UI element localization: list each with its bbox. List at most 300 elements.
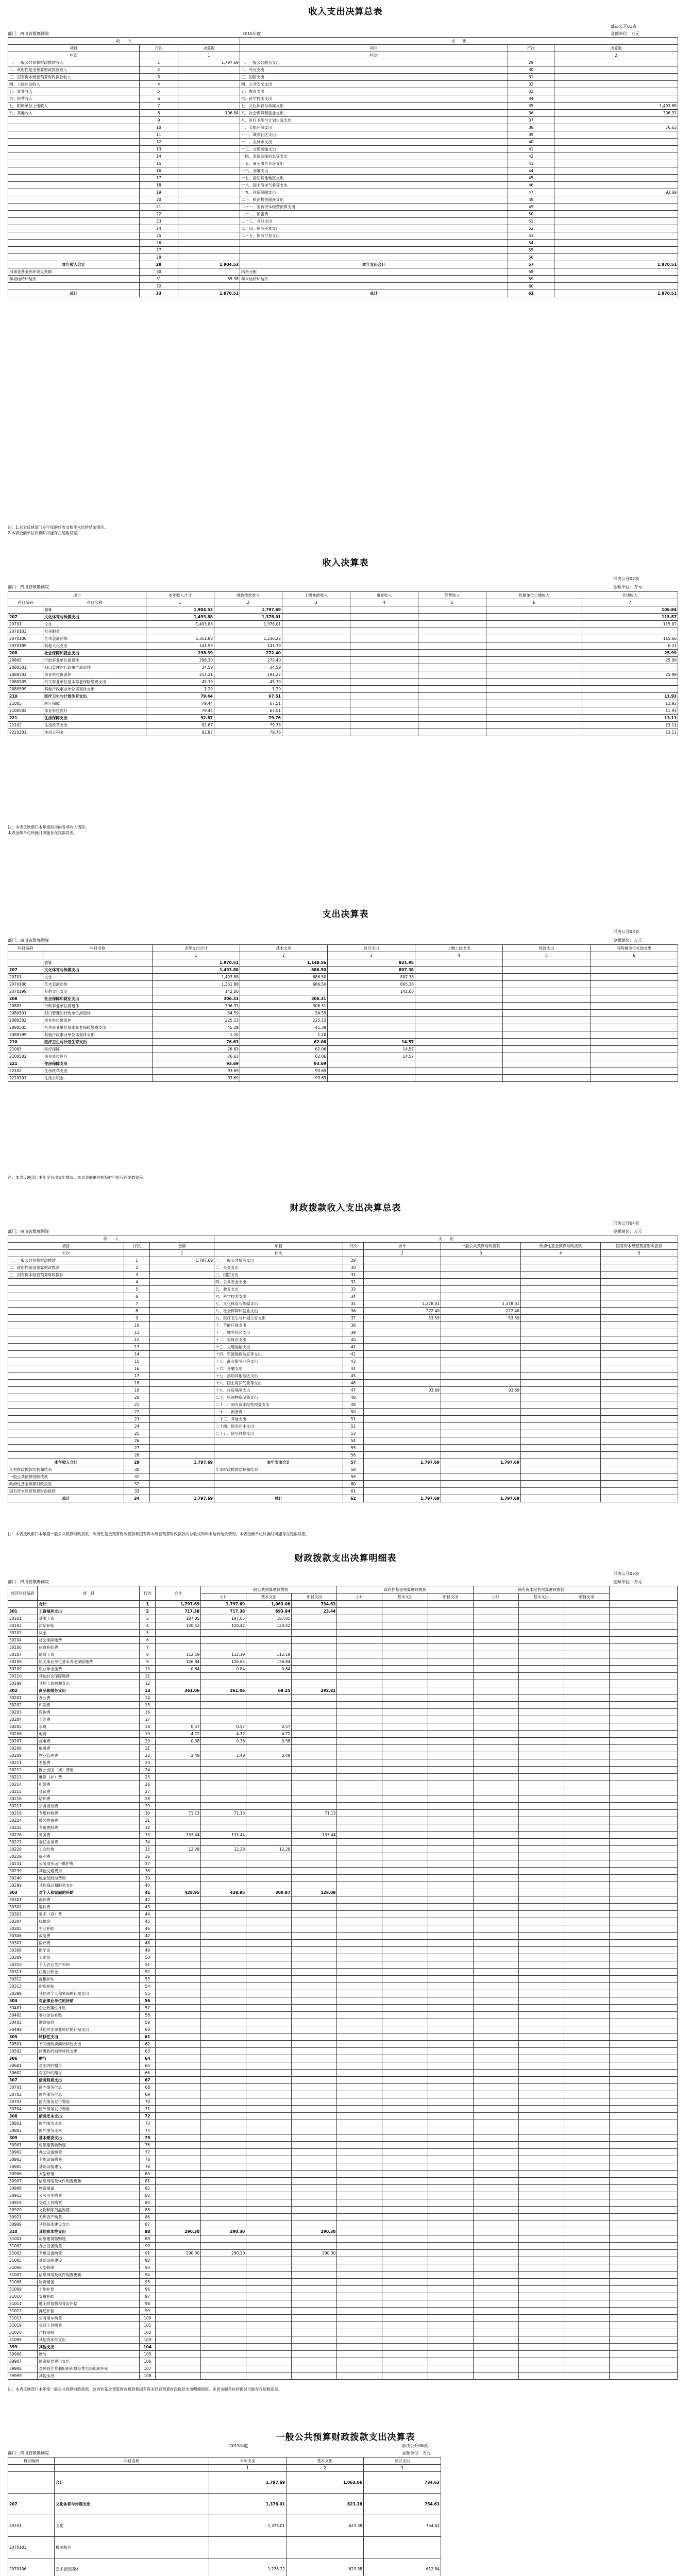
header-cell: 科目编码 bbox=[8, 599, 43, 606]
table-cell bbox=[286, 2537, 364, 2558]
table-row bbox=[8, 2300, 678, 2308]
table-cell bbox=[518, 2250, 564, 2257]
table-cell bbox=[428, 1723, 473, 1731]
section-title: 一般公共预算财政拨款支出决算表 bbox=[276, 2432, 415, 2443]
table-cell: 30240 bbox=[8, 1875, 38, 1882]
table-cell bbox=[473, 1774, 518, 1781]
table-cell bbox=[415, 981, 503, 988]
table-cell: 32 bbox=[140, 283, 178, 290]
table-cell bbox=[564, 2163, 609, 2171]
table-cell bbox=[156, 1875, 201, 1882]
table-cell bbox=[428, 2026, 473, 2033]
table-cell bbox=[240, 283, 508, 290]
table-cell: 7 bbox=[140, 103, 178, 110]
table-row bbox=[8, 1651, 678, 1658]
table-cell bbox=[609, 1860, 677, 1868]
table-cell bbox=[8, 1308, 124, 1315]
table-cell bbox=[246, 1933, 292, 1940]
table-cell bbox=[518, 1723, 564, 1731]
table-cell bbox=[521, 1372, 601, 1380]
table-cell bbox=[473, 2243, 518, 2250]
table-cell bbox=[564, 1904, 609, 1911]
table-cell bbox=[201, 2012, 246, 2019]
table-cell: 43 bbox=[508, 160, 554, 167]
table-cell bbox=[518, 1810, 564, 1817]
table-cell bbox=[8, 117, 140, 124]
table-cell bbox=[518, 2365, 564, 2372]
table-cell bbox=[292, 1630, 337, 1637]
table-cell bbox=[428, 1767, 473, 1774]
table-cell: 30224 bbox=[8, 1817, 38, 1824]
table-cell: 住房公积金 bbox=[43, 1075, 153, 1082]
table-cell: 三、国防支出 bbox=[214, 1272, 343, 1279]
header-cell: 栏次 bbox=[240, 52, 508, 59]
table-cell bbox=[518, 1853, 564, 1860]
table-cell bbox=[473, 1990, 518, 1997]
table-cell: 221 bbox=[8, 715, 43, 722]
table-cell bbox=[428, 2048, 473, 2055]
table-cell bbox=[564, 1889, 609, 1896]
table-cell: 14.57 bbox=[328, 1046, 415, 1053]
table-cell: 30399 bbox=[8, 1990, 38, 1997]
table-cell bbox=[564, 2084, 609, 2091]
table-cell bbox=[382, 1896, 428, 1904]
table-cell bbox=[292, 1723, 337, 1731]
table-cell bbox=[564, 1853, 609, 1860]
table-cell bbox=[473, 2308, 518, 2315]
table-cell: 54 bbox=[343, 1437, 364, 1445]
table-cell bbox=[178, 103, 240, 110]
table-cell bbox=[486, 657, 582, 664]
table-cell bbox=[473, 2279, 518, 2286]
table-cell: 30204 bbox=[8, 1716, 38, 1723]
table-cell bbox=[473, 1911, 518, 1918]
table-cell bbox=[246, 1716, 292, 1723]
table-cell: 734.63 bbox=[364, 2472, 441, 2494]
table-row bbox=[8, 1416, 678, 1423]
table-cell bbox=[609, 2178, 677, 2185]
table-cell: 2210201 bbox=[8, 1075, 43, 1082]
table-cell bbox=[473, 2033, 518, 2041]
header-cell: 6 bbox=[591, 952, 678, 959]
table-cell bbox=[364, 1257, 441, 1264]
table-cell: 30905 bbox=[8, 2163, 38, 2171]
table-cell bbox=[201, 1940, 246, 1947]
table-cell: 国有资本经营预算财政拨款 bbox=[8, 1488, 124, 1495]
table-cell bbox=[473, 2344, 518, 2351]
table-cell: 培训费 bbox=[38, 1795, 140, 1803]
table-cell: 30299 bbox=[8, 1882, 38, 1889]
table-cell: 28 bbox=[140, 1795, 156, 1803]
table-cell: 48 bbox=[343, 1394, 364, 1401]
table-cell bbox=[292, 1839, 337, 1846]
table-cell bbox=[564, 2308, 609, 2315]
table-cell bbox=[201, 1896, 246, 1904]
table-cell bbox=[382, 1666, 428, 1673]
table-row bbox=[8, 2134, 678, 2142]
table-cell: 83 bbox=[140, 2192, 156, 2199]
table-cell bbox=[201, 2055, 246, 2062]
table-cell bbox=[473, 2185, 518, 2192]
table-cell bbox=[337, 1875, 382, 1882]
table-cell bbox=[246, 1896, 292, 1904]
table-cell: 公务用车购置 bbox=[38, 2315, 140, 2322]
table-row bbox=[8, 1860, 678, 1868]
table-cell bbox=[564, 2062, 609, 2070]
table-cell bbox=[521, 1488, 601, 1495]
table-cell bbox=[246, 2062, 292, 2070]
table-cell: 0.38 bbox=[246, 1738, 292, 1745]
table-cell bbox=[503, 1031, 591, 1039]
table-cell: 22 bbox=[124, 1409, 150, 1416]
table-cell bbox=[292, 2293, 337, 2300]
table-cell bbox=[473, 2171, 518, 2178]
table-cell bbox=[564, 1658, 609, 1666]
table-cell bbox=[473, 2178, 518, 2185]
table-cell bbox=[8, 225, 140, 232]
table-cell bbox=[591, 1003, 678, 1010]
table-cell: 25.99 bbox=[582, 657, 678, 664]
table-row bbox=[8, 153, 678, 160]
table-cell: 办公费 bbox=[38, 1694, 140, 1702]
table-cell bbox=[292, 2257, 337, 2264]
table-cell: 本年收入合计 bbox=[8, 261, 140, 268]
table-row bbox=[8, 700, 678, 707]
table-cell: 转移性支出 bbox=[38, 2033, 140, 2041]
table-cell bbox=[201, 1702, 246, 1709]
table-cell bbox=[328, 1075, 415, 1082]
table-cell bbox=[518, 2192, 564, 2199]
table-notes bbox=[8, 824, 89, 836]
table-cell: 35 bbox=[343, 1300, 364, 1308]
table-cell: 208 bbox=[8, 650, 43, 657]
table-cell bbox=[292, 1752, 337, 1759]
table-cell: 49 bbox=[140, 1947, 156, 1954]
table-cell bbox=[428, 2055, 473, 2062]
table-cell bbox=[156, 2134, 201, 2142]
table-cell bbox=[201, 2365, 246, 2372]
table-cell bbox=[337, 1658, 382, 1666]
table-cell bbox=[150, 1264, 214, 1272]
header-cell: 项目支出 bbox=[364, 2458, 441, 2465]
header-row bbox=[8, 952, 678, 959]
table-cell bbox=[473, 2221, 518, 2228]
table-cell bbox=[178, 218, 240, 225]
table-cell: 三、国有资本经营预算财政拨款收入 bbox=[8, 74, 140, 81]
table-cell bbox=[609, 2243, 677, 2250]
header-cell: 一般公共预算财政拨款 bbox=[441, 1243, 521, 1250]
table-cell bbox=[201, 2243, 246, 2250]
table-cell: 1,493.88 bbox=[146, 621, 214, 628]
table-cell: 225.13 bbox=[240, 1017, 328, 1024]
table-cell bbox=[382, 2322, 428, 2329]
table-cell: 8 bbox=[124, 1308, 150, 1315]
table-cell: 61 bbox=[140, 2033, 156, 2041]
table-cell: 69 bbox=[140, 2091, 156, 2098]
table-cell bbox=[382, 1637, 428, 1644]
table-cell: 141.79 bbox=[214, 642, 282, 650]
table-cell: 306.31 bbox=[153, 995, 240, 1003]
table-cell bbox=[246, 2286, 292, 2293]
table-row bbox=[8, 1336, 678, 1344]
table-cell bbox=[428, 2344, 473, 2351]
table-cell bbox=[201, 2214, 246, 2221]
table-cell bbox=[201, 2372, 246, 2380]
table-cell bbox=[428, 2171, 473, 2178]
table-cell: 其他交通费用 bbox=[38, 1868, 140, 1875]
table-cell: 国内债务还本 bbox=[38, 2120, 140, 2127]
table-cell bbox=[156, 2272, 201, 2279]
table-cell bbox=[8, 196, 140, 204]
table-cell: 126.84 bbox=[156, 1658, 201, 1666]
table-cell bbox=[246, 2300, 292, 2308]
table-cell: 30305 bbox=[8, 1925, 38, 1933]
table-cell bbox=[415, 1031, 503, 1039]
table-cell bbox=[428, 2365, 473, 2372]
table-cell bbox=[609, 1817, 677, 1824]
table-cell bbox=[201, 2178, 246, 2185]
unit-label: 金额单位：万元 bbox=[613, 585, 642, 589]
table-row bbox=[8, 1810, 678, 1817]
table-cell: 年末财政拨款结转和结余 bbox=[214, 1466, 343, 1473]
table-cell bbox=[382, 1925, 428, 1933]
table-cell: 46 bbox=[508, 182, 554, 189]
table-cell bbox=[564, 1781, 609, 1788]
table-cell: 十一、城乡社区支出 bbox=[240, 131, 508, 139]
table-cell: 1,797.69 bbox=[150, 1459, 214, 1466]
table-cell bbox=[591, 974, 678, 981]
table-cell bbox=[554, 160, 678, 167]
table-cell bbox=[201, 1860, 246, 1868]
table-cell bbox=[292, 2235, 337, 2243]
table-cell bbox=[591, 1031, 678, 1039]
table-row bbox=[8, 146, 678, 153]
header-cell: 合计 bbox=[364, 1243, 441, 1250]
table-cell bbox=[337, 2142, 382, 2149]
table-cell: 79 bbox=[140, 2163, 156, 2171]
table-cell bbox=[518, 2171, 564, 2178]
table-cell: 社会保障缴费 bbox=[38, 1637, 140, 1644]
header-cell: 政府性基金预算财政拨款 bbox=[337, 1586, 473, 1594]
table-cell bbox=[415, 1060, 503, 1067]
table-cell bbox=[609, 1882, 677, 1889]
table-cell: 68.25 bbox=[246, 1687, 292, 1694]
table-cell bbox=[337, 2293, 382, 2300]
table-cell bbox=[521, 1387, 601, 1394]
table-cell bbox=[8, 1351, 124, 1358]
table-cell bbox=[418, 628, 486, 635]
table-cell: 11 bbox=[124, 1329, 150, 1336]
table-cell bbox=[609, 2250, 677, 2257]
table-cell bbox=[518, 1839, 564, 1846]
table-cell: 44 bbox=[140, 1911, 156, 1918]
header-cell: 3 bbox=[282, 599, 350, 606]
table-cell bbox=[601, 1481, 678, 1488]
table-cell bbox=[246, 1702, 292, 1709]
table-cell bbox=[564, 2091, 609, 2098]
table-cell: 686.50 bbox=[240, 967, 328, 974]
table-cell: 0.38 bbox=[156, 1738, 201, 1745]
table-cell bbox=[156, 2120, 201, 2127]
table-cell bbox=[473, 2113, 518, 2120]
table-cell bbox=[382, 2264, 428, 2272]
summary-table bbox=[8, 37, 678, 297]
table-cell bbox=[150, 1409, 214, 1416]
table-cell bbox=[364, 1416, 441, 1423]
table-cell: 房屋建筑物购建 bbox=[38, 2142, 140, 2149]
table-cell bbox=[201, 2272, 246, 2279]
table-cell bbox=[156, 2142, 201, 2149]
table-cell: 59 bbox=[140, 2019, 156, 2026]
table-cell: 30 bbox=[343, 1264, 364, 1272]
table-cell bbox=[8, 1394, 124, 1401]
table-cell: 76.63 bbox=[153, 1039, 240, 1046]
table-cell bbox=[609, 2322, 677, 2329]
table-cell bbox=[292, 1702, 337, 1709]
table-cell bbox=[292, 2358, 337, 2365]
table-cell bbox=[146, 628, 214, 635]
table-cell: 5 bbox=[124, 1286, 150, 1293]
table-cell bbox=[292, 2207, 337, 2214]
table-cell bbox=[521, 1293, 601, 1300]
table-cell: 79.44 bbox=[146, 693, 214, 700]
table-cell bbox=[415, 959, 503, 967]
table-cell bbox=[473, 2272, 518, 2279]
table-cell: 30312 bbox=[8, 1976, 38, 1983]
table-cell bbox=[8, 232, 140, 240]
table-cell: 191.22 bbox=[214, 671, 282, 679]
table-cell bbox=[156, 2286, 201, 2293]
table-cell bbox=[564, 1680, 609, 1687]
table-cell bbox=[473, 1752, 518, 1759]
table-cell: 十六、金融支出 bbox=[214, 1365, 343, 1372]
table-row bbox=[8, 1752, 678, 1759]
table-cell bbox=[292, 2315, 337, 2322]
table-cell bbox=[282, 628, 350, 635]
table-cell bbox=[201, 1644, 246, 1651]
table-cell: 30701 bbox=[8, 2084, 38, 2091]
table-cell: 39 bbox=[508, 131, 554, 139]
table-cell: 34 bbox=[508, 95, 554, 103]
table-cell bbox=[503, 1067, 591, 1075]
table-cell bbox=[156, 2322, 201, 2329]
table-cell bbox=[292, 1947, 337, 1954]
header-cell: 本年支出合计 bbox=[153, 945, 240, 952]
table-cell bbox=[518, 1976, 564, 1983]
table-cell: 奖金 bbox=[38, 1630, 140, 1637]
table-cell bbox=[382, 2091, 428, 2098]
table-cell bbox=[564, 1976, 609, 1983]
table-cell: 42 bbox=[508, 153, 554, 160]
table-cell bbox=[521, 1495, 601, 1502]
table-cell bbox=[201, 1911, 246, 1918]
table-cell bbox=[337, 1904, 382, 1911]
table-cell: 57 bbox=[508, 261, 554, 268]
table-cell bbox=[609, 1687, 677, 1694]
table-cell: 54 bbox=[508, 240, 554, 247]
table-cell: 2070106 bbox=[8, 2558, 55, 2576]
table-row bbox=[8, 693, 678, 700]
table-cell: 207 bbox=[8, 967, 43, 974]
table-cell: 2080501 bbox=[8, 664, 43, 671]
table-cell: 9 bbox=[140, 1658, 156, 1666]
table-cell: 78 bbox=[140, 2156, 156, 2163]
note-line: 注：本表反映部门本年度一般公共预算财政拨款、政府性基金预算财政拨款和国有资本经营预算财政拨款支出明细情况。本表金额单位转换时可能存在尾数误差。 bbox=[8, 2387, 282, 2392]
table-row bbox=[8, 1716, 678, 1723]
table-cell: 奖励金 bbox=[38, 1954, 140, 1961]
table-cell: 五、教育支出 bbox=[214, 1286, 343, 1293]
table-row bbox=[8, 1466, 678, 1473]
table-cell bbox=[201, 2308, 246, 2315]
table-cell: 693.94 bbox=[246, 1608, 292, 1615]
header-cell: 决算数 bbox=[178, 45, 240, 52]
table-cell bbox=[564, 2243, 609, 2250]
table-cell: 33 bbox=[508, 88, 554, 95]
table-cell bbox=[364, 1423, 441, 1430]
table-cell: 71.13 bbox=[156, 1810, 201, 1817]
table-cell bbox=[609, 1990, 677, 1997]
header-cell: 小计 bbox=[473, 1594, 518, 1601]
table-cell: 退休费 bbox=[38, 1904, 140, 1911]
table-cell bbox=[601, 1279, 678, 1286]
table-cell bbox=[609, 1947, 677, 1954]
table-cell: 11.93 bbox=[582, 693, 678, 700]
table-cell bbox=[473, 2041, 518, 2048]
table-cell bbox=[601, 1387, 678, 1394]
table-cell: 不同级政府间转移性支出 bbox=[38, 2041, 140, 2048]
table-cell bbox=[337, 1644, 382, 1651]
table-cell: 二十一、国有资本经营预算支出 bbox=[240, 204, 508, 211]
table-cell: 34.59 bbox=[146, 664, 214, 671]
table-cell bbox=[337, 2171, 382, 2178]
table-cell bbox=[518, 1658, 564, 1666]
table-cell: 维修（护）费 bbox=[38, 1774, 140, 1781]
table-cell: 1,797.69 bbox=[156, 1601, 201, 1608]
table-cell bbox=[518, 1860, 564, 1868]
table-cell: 133.44 bbox=[292, 1832, 337, 1839]
table-cell bbox=[8, 606, 43, 614]
table-cell: 73 bbox=[140, 2120, 156, 2127]
table-cell bbox=[178, 95, 240, 103]
header-cell: 基本支出 bbox=[246, 1594, 292, 1601]
table-cell bbox=[382, 1961, 428, 1969]
table-cell: 31002 bbox=[8, 2243, 38, 2250]
table-cell bbox=[609, 2062, 677, 2070]
table-cell: 65.98 bbox=[178, 276, 240, 283]
table-cell: 医疗费 bbox=[38, 1940, 140, 1947]
table-cell bbox=[441, 1322, 521, 1329]
table-cell bbox=[350, 707, 418, 715]
table-cell bbox=[518, 2358, 564, 2365]
table-cell bbox=[521, 1445, 601, 1452]
table-cell bbox=[150, 1430, 214, 1437]
table-cell bbox=[8, 1423, 124, 1430]
table-cell bbox=[337, 2207, 382, 2214]
table-cell bbox=[292, 2221, 337, 2228]
table-cell bbox=[473, 2322, 518, 2329]
table-cell: 6 bbox=[124, 1293, 150, 1300]
table-cell bbox=[201, 1680, 246, 1687]
table-cell bbox=[518, 2106, 564, 2113]
table-cell: 30802 bbox=[8, 2127, 38, 2134]
table-cell bbox=[609, 2221, 677, 2228]
table-cell: 41 bbox=[140, 1889, 156, 1896]
table-cell: 16 bbox=[124, 1365, 150, 1372]
table-cell: 其他社会保障缴费 bbox=[38, 1673, 140, 1680]
table-cell: 2.49 bbox=[246, 1752, 292, 1759]
table-cell: 办公设备购置 bbox=[38, 2243, 140, 2250]
table-cell: 272.40 bbox=[364, 1308, 441, 1315]
